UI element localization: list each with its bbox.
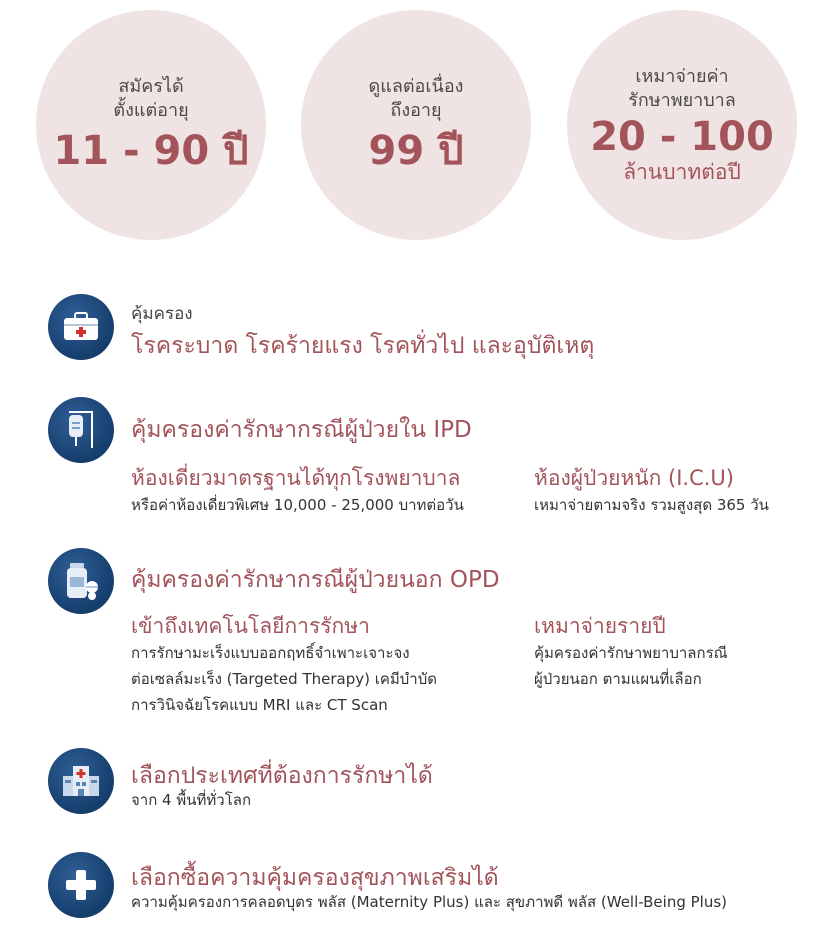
country-title: เลือกประเทศที่ต้องการรักษาได้	[131, 763, 433, 789]
opd-annual-line: ผู้ป่วยนอก ตามแผนที่เลือก	[534, 670, 702, 688]
stat-label: ถึงอายุ	[390, 100, 442, 121]
addon-text: ความคุ้มครองการคลอดบุตร พลัส (Maternity Plus) และ สุขภาพดี พลัส (Well-Being Plus)	[131, 893, 728, 911]
opd-annual-line: คุ้มครองค่ารักษาพยาบาลกรณี	[534, 644, 728, 662]
stat-value: 11 - 90 ปี	[53, 128, 249, 174]
stat-label: สมัครได้	[118, 76, 184, 97]
opd-tech-title: เข้าถึงเทคโนโลยีการรักษา	[131, 614, 370, 638]
stat-value: 20 - 100	[590, 114, 774, 160]
first-aid-kit-icon	[48, 294, 114, 360]
country-text: จาก 4 พื้นที่ทั่วโลก	[131, 791, 252, 809]
ipd-room-text: หรือค่าห้องเดี่ยวพิเศษ 10,000 - 25,000 บาทต่อวัน	[131, 496, 464, 514]
stat-age-range	[36, 10, 266, 240]
hospital-building-icon	[48, 748, 114, 814]
ipd-room-title: ห้องเดี่ยวมาตรฐานได้ทุกโรงพยาบาล	[131, 466, 461, 490]
stat-label: ตั้งแต่อายุ	[113, 100, 189, 121]
stat-label: ดูแลต่อเนื่อง	[368, 76, 464, 97]
opd-tech-line: การรักษามะเร็งแบบออกฤทธิ์จำเพาะเจาะจง	[131, 644, 410, 662]
stat-coverage-amount	[567, 10, 797, 240]
ipd-icu-title: ห้องผู้ป่วยหนัก (I.C.U)	[534, 466, 734, 490]
ipd-icu-text: เหมาจ่ายตามจริง รวมสูงสุด 365 วัน	[534, 496, 769, 514]
opd-title: คุ้มครองค่ารักษากรณีผู้ป่วยนอก OPD	[131, 567, 500, 593]
iv-drip-icon	[48, 397, 114, 463]
medicine-bottle-icon	[48, 548, 114, 614]
addon-title: เลือกซื้อความคุ้มครองสุขภาพเสริมได้	[131, 865, 499, 891]
opd-annual-title: เหมาจ่ายรายปี	[534, 614, 666, 638]
stat-max-age	[301, 10, 531, 240]
stat-label: รักษาพยาบาล	[628, 90, 736, 111]
ipd-title: คุ้มครองค่ารักษากรณีผู้ป่วยใน IPD	[131, 417, 472, 443]
opd-tech-line: ต่อเซลล์มะเร็ง (Targeted Therapy) เคมีบำบัด	[131, 670, 437, 688]
plus-icon	[48, 852, 114, 918]
stat-unit: ล้านบาทต่อปี	[623, 160, 741, 184]
coverage-label: คุ้มครอง	[131, 304, 193, 324]
opd-tech-line: การวินิจฉัยโรคแบบ MRI และ CT Scan	[131, 696, 388, 714]
stat-label: เหมาจ่ายค่า	[635, 66, 729, 87]
coverage-title: โรคระบาด โรคร้ายแรง โรคทั่วไป และอุบัติเหตุ	[131, 333, 595, 359]
stat-value: 99 ปี	[368, 128, 464, 174]
